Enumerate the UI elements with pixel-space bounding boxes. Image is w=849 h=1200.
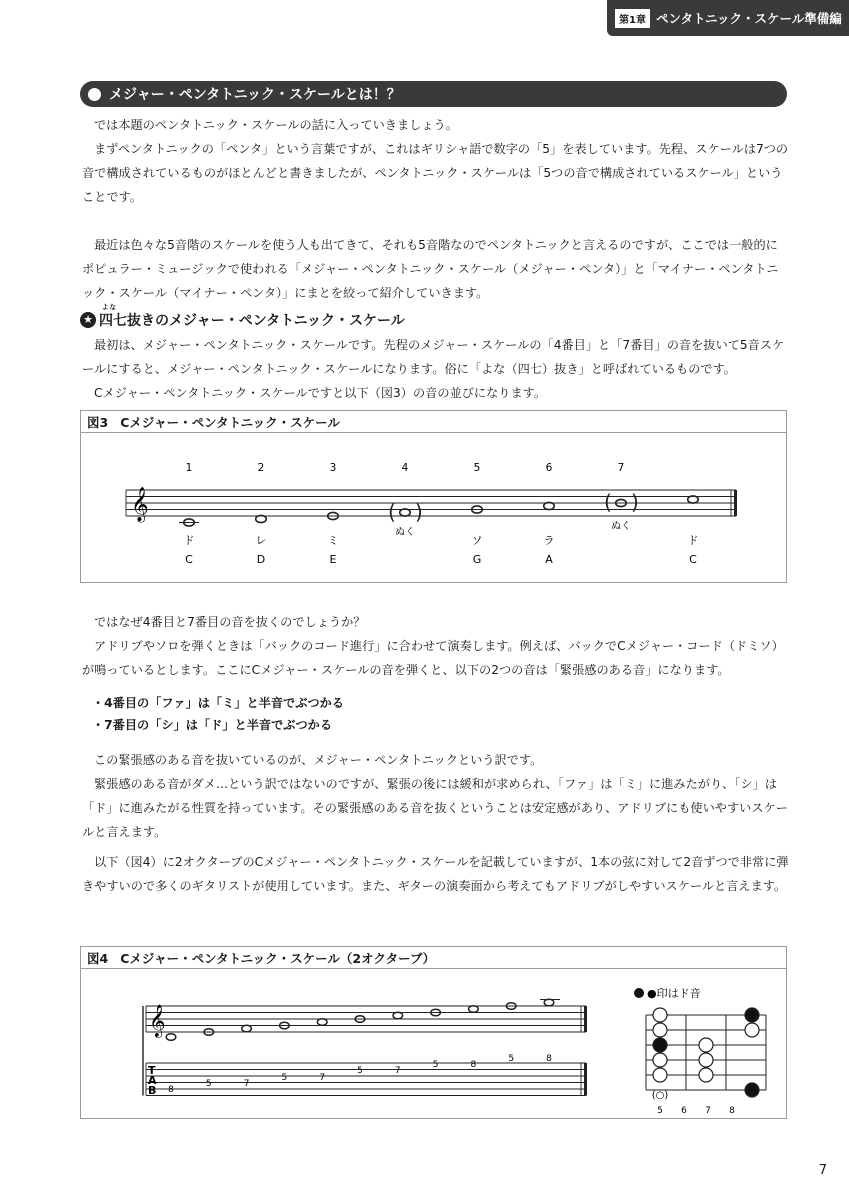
svg-text:): ) <box>631 490 639 514</box>
solfege-label: ド <box>687 534 699 547</box>
omit-label: ぬく <box>395 527 415 538</box>
staff-note <box>317 1019 327 1026</box>
note-a <box>544 502 555 509</box>
omit-labels <box>395 520 631 538</box>
tab-number: 7 <box>243 1079 250 1089</box>
fretboard-legend: ●印はド音 <box>647 987 701 1000</box>
figure-title: Cメジャー・ペンタトニック・スケール <box>120 414 340 430</box>
fret-dots <box>653 1008 759 1097</box>
fret-label: 8 <box>729 1106 735 1116</box>
staff-note <box>242 1025 252 1032</box>
open-marker: (○) <box>651 1090 669 1101</box>
paragraph: 最初は、メジャー・ペンタトニック・スケールです。先程のメジャー・スケールの「4番目」と「7番目」の音を抜いて5音スケールにすると、メジャー・ペンタトニック・スケールになります。俗に「よな（四七）抜き」と呼ばれているものです。 <box>82 338 785 376</box>
fret-label: 7 <box>705 1106 711 1116</box>
tab-number: 5 <box>357 1066 363 1076</box>
fret-label: 5 <box>657 1106 663 1116</box>
figure-title: Cメジャー・ペンタトニック・スケール（2オクターブ） <box>120 950 436 966</box>
omit-parentheses <box>388 490 639 524</box>
page-number: 7 <box>818 1163 827 1178</box>
tab-clef <box>148 1064 157 1097</box>
fret-label: 6 <box>681 1106 687 1116</box>
paragraph: 以下（図4）に2オクターブのCメジャー・ペンタトニック・スケールを記載していますが、1本の弦に対して2音ずつで非常に弾きやすいので多くのギタリストが使用しています。また、ギターの演奏面から考えてもアドリブがしやすいスケールと言えます。 <box>82 855 789 893</box>
staff-and-tab-scale <box>81 968 786 1118</box>
chapter-badge: 第1章 <box>615 9 650 28</box>
degree-label: 6 <box>545 462 553 474</box>
svg-text:): ) <box>415 500 423 524</box>
subsection-text <box>82 333 790 405</box>
treble-clef-icon: 𝄞 <box>149 1004 166 1037</box>
svg-text:(: ( <box>388 500 396 524</box>
figure-number: 図3 <box>87 414 109 430</box>
bullet-item: ・7番目の「シ」は「ド」と半音でぶつかる <box>92 718 333 732</box>
staff-lines <box>146 1000 586 1033</box>
section-heading-bar <box>80 81 787 107</box>
tab-clef-letter: A <box>148 1074 157 1087</box>
figure-header <box>81 947 786 969</box>
bullet-list <box>92 692 344 736</box>
figure-4 <box>80 946 787 1119</box>
solfege-label: ラ <box>543 534 555 547</box>
paragraph: ではなぜ4番目と7番目の音を抜くのでしょうか？ <box>94 615 366 629</box>
degree-label: 7 <box>617 462 625 474</box>
figure-header <box>81 411 786 433</box>
paragraph: では本題のペンタトニック・スケールの話に入っていきましょう。 <box>94 118 458 132</box>
figure-number: 図4 <box>87 950 109 966</box>
body-text-3 <box>82 748 790 844</box>
subsection-heading <box>80 303 405 330</box>
tab-number: 7 <box>394 1066 401 1076</box>
degree-numbers <box>186 462 625 474</box>
staff-note <box>469 1006 479 1013</box>
solfege-label: ソ <box>471 534 483 547</box>
legend-dot-icon <box>634 988 644 998</box>
solfege-label: レ <box>255 534 267 547</box>
staff-note <box>166 1034 176 1041</box>
degree-label: 3 <box>329 462 337 474</box>
staff-notation-scale <box>81 432 786 582</box>
figure-3 <box>80 410 787 583</box>
body-text-2 <box>82 610 790 682</box>
paragraph: この緊張感のある音を抜いているのが、メジャー・ペンタトニックという訳です。 <box>94 753 543 767</box>
letter-label: A <box>545 553 553 566</box>
tab-number: 5 <box>508 1054 515 1064</box>
tab-number: 5 <box>205 1079 212 1089</box>
star-icon: ★ <box>80 312 96 328</box>
letter-label: D <box>256 553 266 566</box>
ruby-reading: よな <box>102 303 117 311</box>
staff-lines <box>126 490 736 516</box>
tab-clef-letter: B <box>148 1084 157 1097</box>
note-d <box>256 515 267 522</box>
solfege-label: ド <box>183 534 195 547</box>
solfege-label: ミ <box>327 534 339 547</box>
paragraph: Cメジャー・ペンタトニック・スケールですと以下（図3）の音の並びになります。 <box>94 386 547 400</box>
omit-label: ぬく <box>611 521 631 532</box>
letter-label: C <box>185 553 193 566</box>
paragraph: 緊張感のある音がダメ…という訳ではないのですが、緊張の後には緩和が求められ、「ファ」は「ミ」に進みたがり、「シ」は「ド」に進みたがる性質を持っています。その緊張感のある音を抜くということは安定感があり、アドリブにも使いやすいスケールと言えます。 <box>82 777 788 839</box>
paragraph: アドリブやソロを弾くときは「バックのコード進行」に合わせて演奏します。例えば、バックでCメジャー・コード（ドミソ）が鳴っているとします。ここにCメジャー・スケールの音を弾くと、以下の2つの音は「緊張感のある音」になります。 <box>82 639 784 677</box>
tab-number: 5 <box>281 1073 288 1083</box>
staff-note <box>544 999 554 1006</box>
tab-number: 5 <box>432 1060 439 1070</box>
tab-number: 8 <box>168 1085 174 1095</box>
paragraph: まずペンタトニックの「ペンタ」という言葉ですが、これはギリシャ語で数字の「5」を表しています。先程、スケールは7つの音で構成されているものがほとんどと書きましたが、ペンタトニック・スケールは「5つの音で構成されているスケール」ということです。 <box>82 142 789 204</box>
intro-text <box>82 113 790 305</box>
degree-label: 4 <box>401 462 409 474</box>
tab-clef-letter: T <box>148 1064 156 1077</box>
body-text-4 <box>82 850 790 898</box>
paragraph: 最近は色々な5音階のスケールを使う人も出てきて、それも5音階なのでペンタトニックと言えるのですが、ここでは一般的にポピュラー・ミュージックで使われる「メジャー・ペンタトニック・スケール（メジャー・ペンタ）」と「マイナー・ペンタトニック・スケール（マイナー・ペンタ）」にまとを絞って紹介していきます。 <box>82 238 779 300</box>
tab-number: 8 <box>470 1060 477 1070</box>
letter-row <box>185 553 697 566</box>
tab-number: 7 <box>319 1073 326 1083</box>
subsection-title: 四七抜きのメジャー・ペンタトニック・スケール <box>99 313 405 329</box>
fretboard-diagram <box>634 986 701 1000</box>
staff-note <box>393 1012 403 1019</box>
note-f-omitted <box>400 509 411 516</box>
svg-text:(: ( <box>604 490 612 514</box>
letter-label: G <box>472 553 482 566</box>
chapter-title: ペンタトニック・スケール準備編 <box>655 11 842 26</box>
note-c-high <box>688 496 699 503</box>
fret-labels <box>657 1106 735 1116</box>
degree-label: 2 <box>257 462 265 474</box>
chapter-tab <box>607 0 849 36</box>
bullet-circle-icon <box>88 88 101 101</box>
solfege-row <box>184 534 699 547</box>
letter-label: C <box>689 553 697 566</box>
fretboard-grid <box>646 1008 766 1116</box>
treble-clef-icon: 𝄞 <box>131 487 149 522</box>
degree-label: 5 <box>473 462 481 474</box>
staff-notes <box>166 999 554 1040</box>
tab-number: 8 <box>546 1054 552 1064</box>
section-title: メジャー・ペンタトニック・スケールとは！？ <box>109 87 401 103</box>
degree-label: 1 <box>185 462 193 474</box>
bullet-item: ・4番目の「ファ」は「ミ」と半音でぶつかる <box>92 696 344 710</box>
subsection-title-wrap <box>99 303 405 330</box>
letter-label: E <box>329 553 337 566</box>
